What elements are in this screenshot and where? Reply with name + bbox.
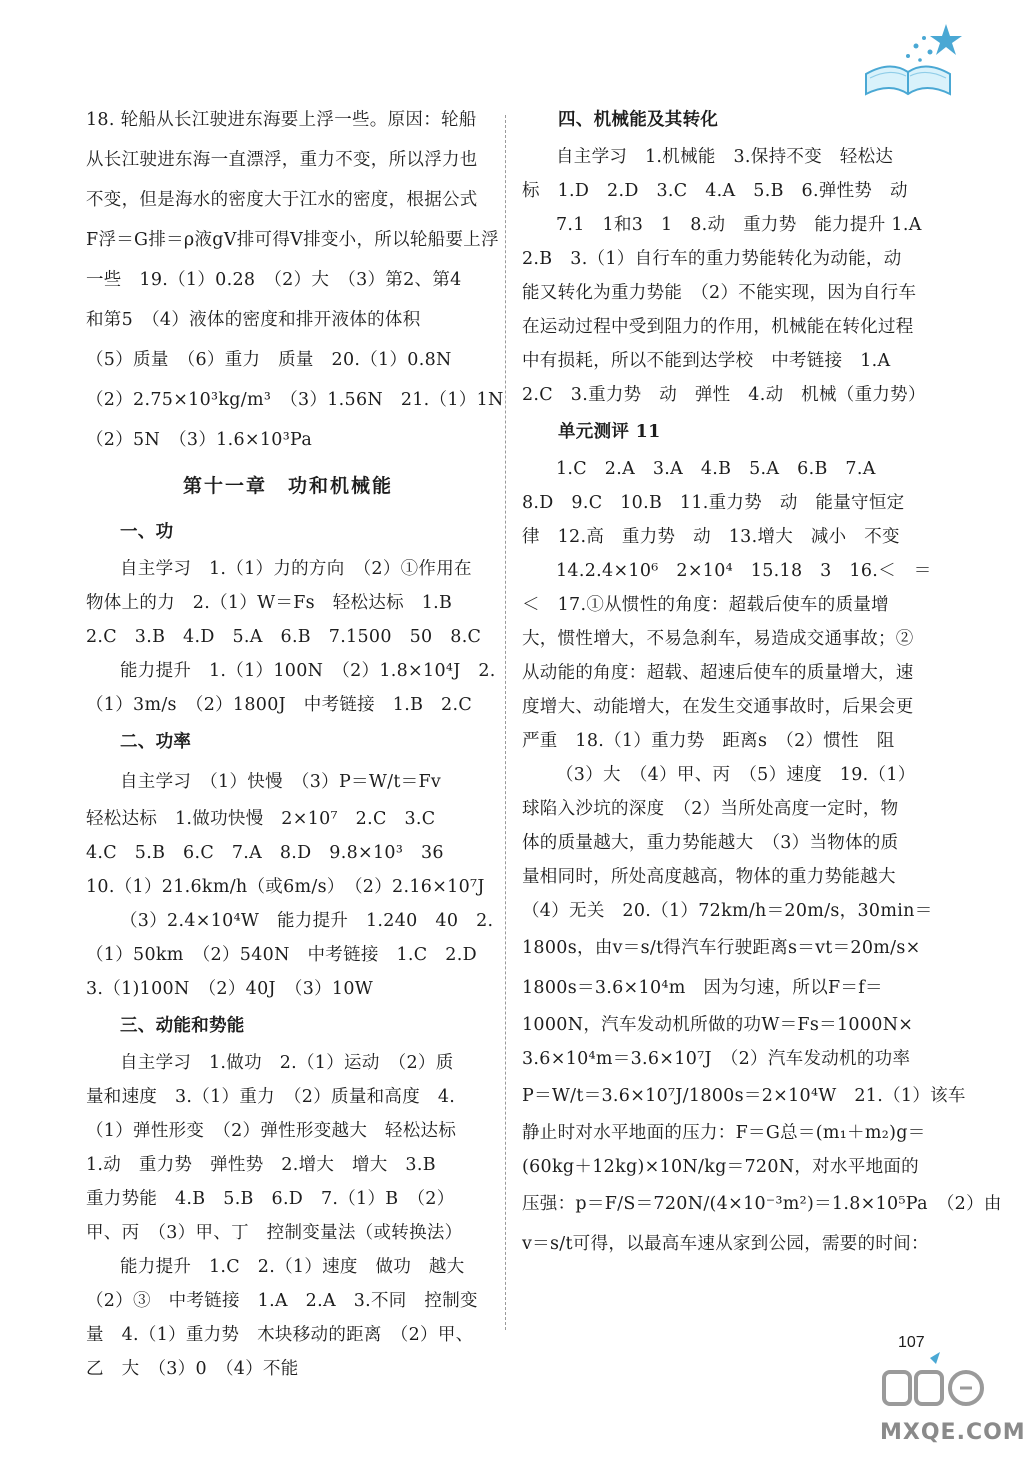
answer-line: 不变，但是海水的密度大于江水的密度，根据公式 [86,190,478,210]
answer-line: 1800s＝3.6×10⁴m 因为匀速，所以F＝f＝ [522,978,883,998]
answer-line: 自主学习 1.（1）力的方向 （2）①作用在 [120,559,472,579]
answer-line: 能又转化为重力势能 （2）不能实现，因为自行车 [522,283,917,303]
answer-line: （1）50km （2）540N 中考链接 1.C 2.D [86,945,477,965]
answer-line: (60kg＋12kg)×10N/kg＝720N，对水平地面的 [522,1157,919,1177]
answer-line: 能力提升 1.（1）100N （2）1.8×10⁴J 2. [120,661,496,681]
answer-line: 球陷入沙坑的深度 （2）当所处高度一定时，物 [522,799,899,819]
answer-line: 2.C 3.B 4.D 5.A 6.B 7.1500 50 8.C [86,627,482,647]
answer-line: 1000N，汽车发动机所做的功W＝Fs＝1000N× [522,1015,914,1035]
answer-line: （2）5N （3）1.6×10³Pa [86,430,313,450]
answer-line: F浮＝G排＝ρ液gV排可得V排变小，所以轮船要上浮 [86,230,499,250]
answer-line: 能力提升 1.C 2.（1）速度 做功 越大 [120,1257,465,1277]
answer-line: 静止时对水平地面的压力：F＝G总＝(m₁＋m₂)g＝ [522,1123,926,1143]
answer-line: 4.C 5.B 6.C 7.A 8.D 9.8×10³ 36 [86,843,444,863]
answer-line: （3）2.4×10⁴W 能力提升 1.240 40 2. [120,911,494,931]
answer-line: （4）无关 20.（1）72km/h＝20m/s，30min＝ [522,901,933,921]
answer-line: 10.（1）21.6km/h（或6m/s） （2）2.16×10⁷J [86,877,485,897]
answer-line: 轻松达标 1.做功快慢 2×10⁷ 2.C 3.C [86,809,436,829]
answer-line: 在运动过程中受到阻力的作用，机械能在转化过程 [522,317,914,337]
answer-line: ＜ 17.①从惯性的角度：超载后使车的质量增 [522,595,889,615]
answer-line: 量相同时，所处高度越高，物体的重力势能越大 [522,867,896,887]
answer-line: （1）3m/s （2）1800J 中考链接 1.B 2.C [86,695,473,715]
answer-line: 标 1.D 2.D 3.C 4.A 5.B 6.弹性势 动 [522,181,908,201]
answer-line: 7.1 1和3 1 8.动 重力势 能力提升 1.A [556,215,922,235]
answer-line: 度增大、动能增大，在发生交通事故时，后果会更 [522,697,914,717]
answer-line: 1.C 2.A 3.A 4.B 5.A 6.B 7.A [556,459,876,479]
answer-line: 从长江驶进东海一直漂浮，重力不变，所以浮力也 [86,150,478,170]
answer-line: 律 12.高 重力势 动 13.增大 减小 不变 [522,527,900,547]
answer-line: （1）弹性形变 （2）弹性形变越大 轻松达标 [86,1121,457,1141]
answer-line: （2）③ 中考链接 1.A 2.A 3.不同 控制变 [86,1291,478,1311]
answer-line: 物体上的力 2.（1）W＝Fs 轻松达标 1.B [86,593,453,613]
section-heading: 二、功率 [120,732,192,752]
answer-line: v＝s/t可得，以最高车速从家到公园，需要的时间： [522,1234,929,1254]
answer-line: 2.C 3.重力势 动 弹性 4.动 机械（重力势） [522,385,926,405]
answer-line: 中有损耗，所以不能到达学校 中考链接 1.A [522,351,891,371]
answer-line: 14.2.4×10⁶ 2×10⁴ 15.18 3 16.＜ ＝ [556,561,932,581]
answer-line: 18. 轮船从长江驶进东海要上浮一些。原因：轮船 [86,110,477,130]
answer-line: 和第5 （4）液体的密度和排开液体的体积 [86,310,421,330]
answer-line: 压强：p＝F/S＝720N/(4×10⁻³m²)＝1.8×10⁵Pa （2）由 [522,1194,1002,1214]
section-heading: 三、动能和势能 [120,1016,245,1036]
answer-line: 8.D 9.C 10.B 11.重力势 动 能量守恒定 [522,493,905,513]
answer-line: 量 4.（1）重力势 木块移动的距离 （2）甲、 [86,1325,474,1345]
answer-line: 1800s，由v＝s/t得汽车行驶距离s＝vt＝20m/s× [522,938,921,958]
section-heading: 一、功 [120,522,174,542]
answer-line: P＝W/t＝3.6×10⁷J/1800s＝2×10⁴W 21.（1）该车 [522,1086,966,1106]
answer-line: 自主学习 1.机械能 3.保持不变 轻松达 [556,147,894,167]
open-book-stars-icon [850,16,966,102]
section-heading: 单元测评 11 [558,422,661,442]
section-heading: 四、机械能及其转化 [558,110,719,130]
answer-line: 乙 大 （3）0 （4）不能 [86,1359,299,1379]
watermark-logo-icon [880,1350,990,1420]
answer-line: （3）大 （4）甲、丙 （5）速度 19.（1） [556,765,916,785]
answer-line: 重力势能 4.B 5.B 6.D 7.（1）B （2） [86,1189,455,1209]
answer-line: 自主学习 （1）快慢 （3）P＝W/t＝Fv [120,772,442,792]
answer-line: 自主学习 1.做功 2.（1）运动 （2）质 [120,1053,454,1073]
answer-line: 2.B 3.（1）自行车的重力势能转化为动能，动 [522,249,902,269]
answer-line: 1.动 重力势 弹性势 2.增大 增大 3.B [86,1155,436,1175]
answer-line: 从动能的角度：超载、超速后使车的质量增大，速 [522,663,914,683]
left-column [86,100,504,1386]
watermark-text: MXQE.COM [880,1420,1026,1445]
answer-line: （2）2.75×10³kg/m³ （3）1.56N 21.（1）1N [86,390,504,410]
page-number: 107 [898,1334,925,1351]
answer-line: 甲、丙 （3）甲、丁 控制变量法（或转换法） [86,1223,463,1243]
answer-line: （5）质量 （6）重力 质量 20.（1）0.8N [86,350,452,370]
chapter-title: 第十一章 功和机械能 [182,475,393,497]
column-divider [505,115,506,1330]
answer-line: 一些 19.（1）0.28 （2）大 （3）第2、第4 [86,270,462,290]
answer-line: 大，惯性增大，不易急刹车，易造成交通事故；② [522,629,914,649]
answer-line: 量和速度 3.（1）重力 （2）质量和高度 4. [86,1087,456,1107]
answer-line: 严重 18.（1）重力势 距离s （2）惯性 阻 [522,731,895,751]
answer-line: 3.6×10⁴m＝3.6×10⁷J （2）汽车发动机的功率 [522,1049,911,1069]
right-column [522,100,1002,1264]
answer-line: 体的质量越大，重力势能越大 （3）当物体的质 [522,833,899,853]
answer-line: 3.（1)100N （2）40J （3）10W [86,979,374,999]
